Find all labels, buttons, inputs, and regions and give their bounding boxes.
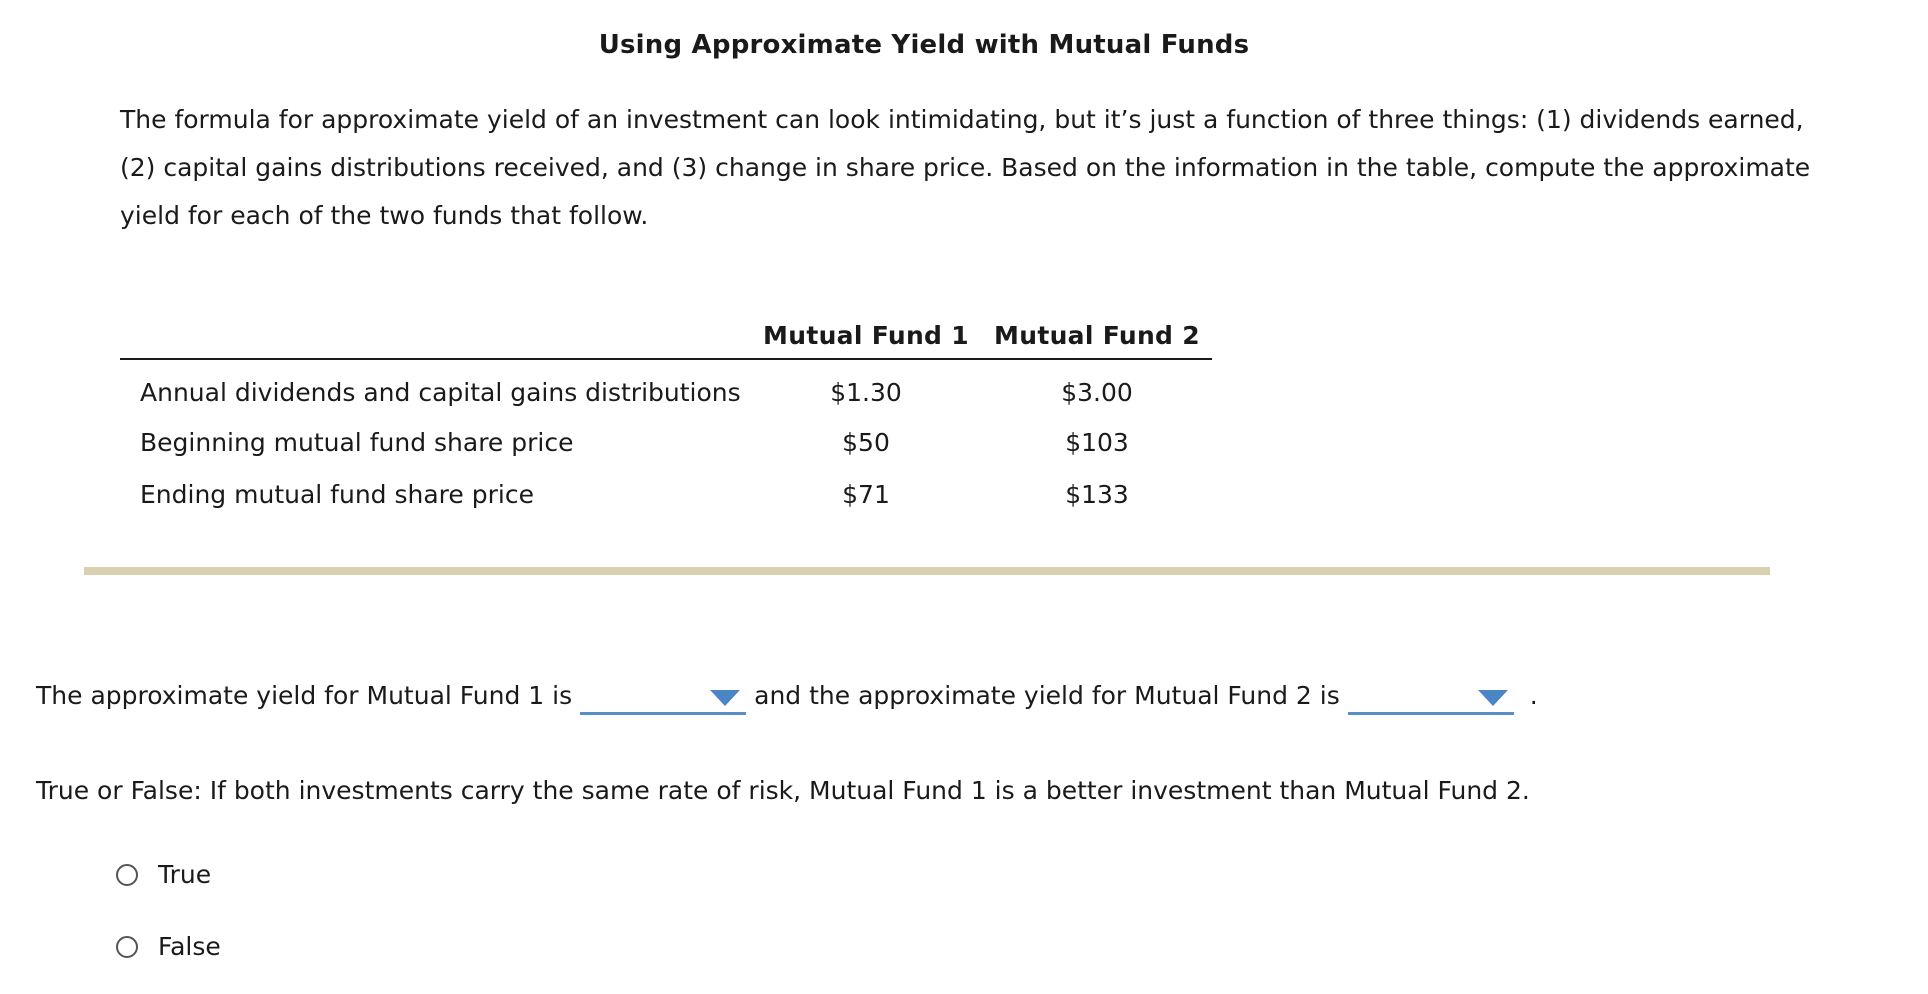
- answer-suffix: .: [1529, 681, 1538, 710]
- intro-paragraph: The formula for approximate yield of an investment can look intimidating, but it’s just a function of three things: (1) dividends earned, (2) capital gains distributions received, and (3) change in share price. Based on the information in the table, compute the approximate yield for each of the two funds that follow.: [120, 105, 1811, 230]
- answer-sentence: [36, 676, 1538, 715]
- table-row: [120, 468, 1212, 520]
- answer-middle: and the approximate yield for Mutual Fund 2 is: [754, 681, 1340, 710]
- fund-data-table: [120, 312, 1212, 520]
- option-false[interactable]: [116, 932, 221, 961]
- chevron-down-icon[interactable]: [1478, 690, 1508, 706]
- table-header-empty: [120, 312, 750, 359]
- table-header-row: [120, 312, 1212, 359]
- fund1-value: $1.30: [830, 377, 902, 407]
- true-false-question: True or False: If both investments carry the same rate of risk, Mutual Fund 1 is a better investment than Mutual Fund 2.: [36, 776, 1530, 805]
- radio-button-icon[interactable]: [116, 864, 138, 886]
- row-label: Beginning mutual fund share price: [140, 427, 574, 457]
- fund2-value: $133: [1065, 479, 1129, 509]
- section-divider: [84, 567, 1770, 575]
- table-header-fund2: Mutual Fund 2: [982, 312, 1212, 359]
- option-true-label[interactable]: True: [158, 860, 212, 889]
- table-header-fund1: Mutual Fund 1: [750, 312, 982, 359]
- row-label: Annual dividends and capital gains distributions: [140, 377, 741, 407]
- fund2-yield-dropdown[interactable]: [1348, 676, 1514, 715]
- table-row: [120, 359, 1212, 416]
- fund1-value: $71: [842, 479, 890, 509]
- radio-button-icon[interactable]: [116, 936, 138, 958]
- option-true[interactable]: [116, 860, 211, 889]
- fund2-value: $3.00: [1061, 377, 1133, 407]
- fund1-value: $50: [842, 427, 890, 457]
- chevron-down-icon[interactable]: [710, 690, 740, 706]
- fund1-yield-dropdown[interactable]: [580, 676, 746, 715]
- answer-prefix: The approximate yield for Mutual Fund 1 is: [36, 681, 573, 710]
- page-title: Using Approximate Yield with Mutual Funds: [598, 30, 1250, 60]
- fund2-value: $103: [1065, 427, 1129, 457]
- row-label: Ending mutual fund share price: [140, 479, 534, 509]
- option-false-label[interactable]: False: [158, 932, 221, 961]
- table-row: [120, 416, 1212, 468]
